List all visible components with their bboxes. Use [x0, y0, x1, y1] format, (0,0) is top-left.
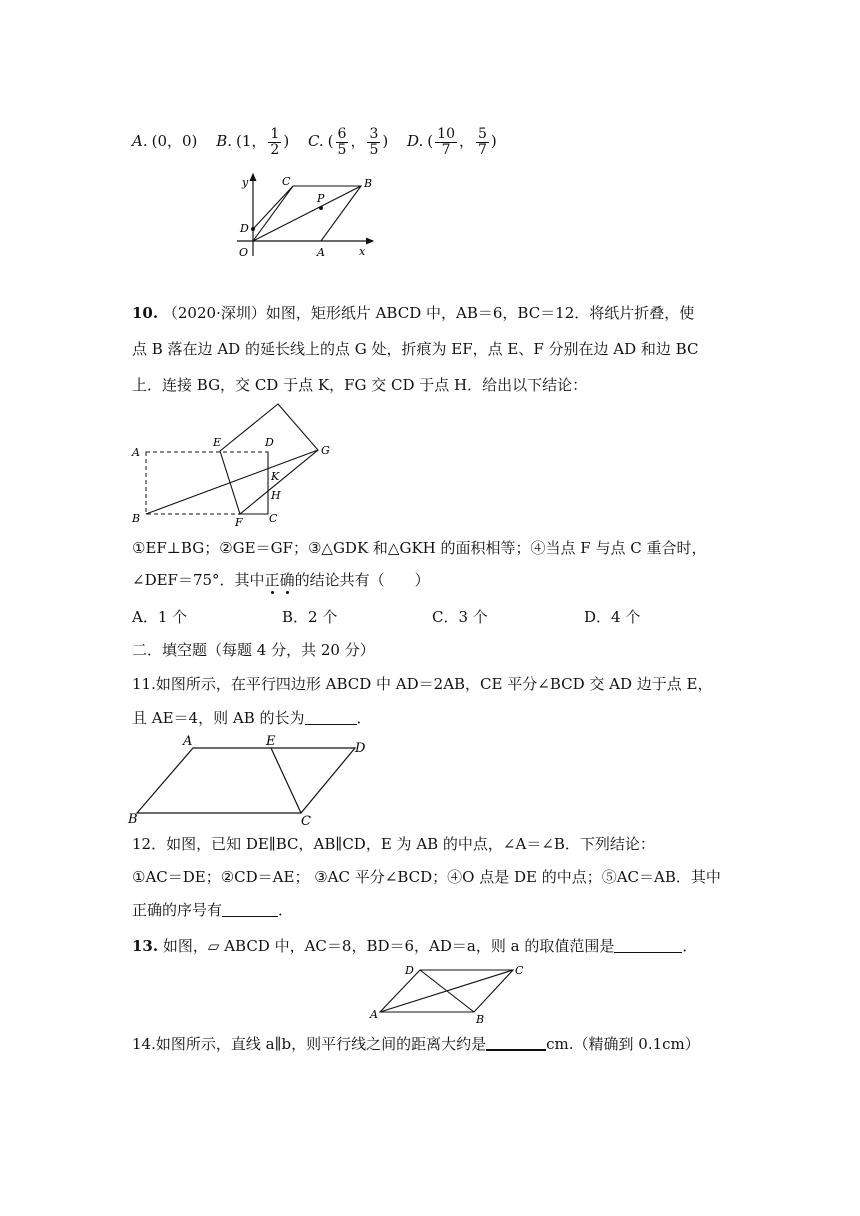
- label-d: D: [265, 436, 274, 449]
- label-g: G: [321, 444, 330, 457]
- figure-parallelogram-diagonals: [368, 960, 528, 1028]
- point-p: [319, 206, 323, 210]
- label-d: D: [355, 741, 366, 756]
- label-h: H: [271, 489, 281, 502]
- label-a: A: [183, 734, 193, 749]
- diagonal-ob: [253, 186, 361, 241]
- label-b: B: [132, 512, 141, 525]
- q14-answer-blank[interactable]: [486, 1035, 546, 1051]
- label-c: C: [269, 512, 278, 525]
- parallelogram-abcd: [137, 748, 355, 813]
- label-b: B: [364, 177, 373, 190]
- q12-answer-blank[interactable]: [222, 902, 278, 917]
- label-o: O: [239, 246, 249, 259]
- q10-line3: 上．连接 BG，交 CD 于点 K，FG 交 CD 于点 H．给出以下结论：: [132, 376, 588, 394]
- label-x: x: [359, 245, 366, 258]
- rectangle-abcd: [146, 452, 268, 514]
- point-d: [251, 227, 255, 231]
- q10-conclusion-line1: ①EF⊥BG；②GE＝GF；③△GDK 和△GKH 的面积相等；④当点 F 与点 C 重合时，: [132, 539, 707, 557]
- q12-line1: 12．如图，已知 DE∥BC，AB∥CD，E 为 AB 的中点，∠A＝∠B．下列结论：: [132, 835, 655, 853]
- segment-ce: [271, 748, 301, 813]
- label-d: D: [405, 964, 414, 977]
- option-a: A. (0，0): [132, 132, 198, 150]
- label-e: E: [213, 436, 222, 449]
- label-e: E: [266, 734, 276, 749]
- q9-options: [132, 121, 497, 161]
- q13-line: 13. 如图，▱ ABCD 中，AC＝8，BD＝6，AD＝a，则 a 的取值范围是 ．: [132, 937, 698, 955]
- label-d: D: [240, 222, 249, 235]
- option-d: D. ( $\frac{10}{7}$ ， $\frac{5}{7}$ ): [407, 125, 497, 158]
- q10-option-d: D．4 个: [584, 608, 641, 626]
- figure-parallelogram-coordinate: [225, 168, 385, 263]
- figure-folded-rectangle: [128, 398, 338, 528]
- label-a: A: [132, 446, 140, 459]
- q10-line1: 10. （2020·深圳）如图，矩形纸片 ABCD 中，AB＝6，BC＝12．将纸片折叠，使: [132, 304, 695, 322]
- q12-line3: 正确的序号有 ．: [132, 901, 294, 919]
- q12-line2: ①AC＝DE；②CD＝AE； ③AC 平分∠BCD；④O 点是 DE 的中点；⑤AC＝AB．其中: [132, 868, 721, 886]
- q10-conclusion-line2: ∠DEF＝75°．其中正确的结论共有（ ）: [132, 571, 430, 589]
- folded-quadrilateral: [220, 404, 318, 514]
- q10-line2: 点 B 落在边 AD 的延长线上的点 G 处，折痕为 EF，点 E、F 分别在边 AD 和边 BC: [132, 340, 699, 358]
- label-f: F: [235, 516, 243, 528]
- label-b: B: [476, 1013, 485, 1026]
- label-a: A: [317, 246, 325, 259]
- option-c: C. ( $\frac{6}{5}$ ， $\frac{3}{5}$ ): [307, 125, 389, 158]
- section-fill-in-title: 二．填空题（每题 4 分，共 20 分）: [132, 641, 375, 659]
- segment-bg: [146, 450, 318, 514]
- diagonal-bd: [420, 970, 474, 1012]
- q11-line1: 11.如图所示，在平行四边形 ABCD 中 AD＝2AB，CE 平分∠BCD 交 AD 边于点 E，: [132, 675, 713, 693]
- q10-option-b: B．2 个: [282, 608, 338, 626]
- q10-option-c: C．3 个: [432, 608, 488, 626]
- option-b: B. (1， $\frac{1}{2}$ ): [216, 125, 290, 158]
- label-c: C: [301, 814, 311, 828]
- q13-answer-blank[interactable]: [614, 938, 682, 953]
- label-b: B: [128, 812, 138, 827]
- label-a: A: [370, 1008, 378, 1021]
- q11-line2: 且 AE＝4，则 AB 的长为 ．: [132, 709, 372, 727]
- q10-option-a: A．1 个: [132, 608, 188, 626]
- segment-dc: [253, 186, 293, 229]
- label-y: y: [242, 176, 249, 189]
- label-p: P: [317, 192, 325, 205]
- label-c: C: [282, 175, 291, 188]
- q14-line: 14.如图所示，直线 a∥b，则平行线之间的距离大约是 cm.（精确到 0.1cm）: [132, 1035, 700, 1053]
- label-k: K: [271, 470, 280, 483]
- q11-answer-blank[interactable]: [305, 710, 357, 725]
- label-c: C: [515, 964, 524, 977]
- figure-parallelogram-bisector: [125, 733, 375, 828]
